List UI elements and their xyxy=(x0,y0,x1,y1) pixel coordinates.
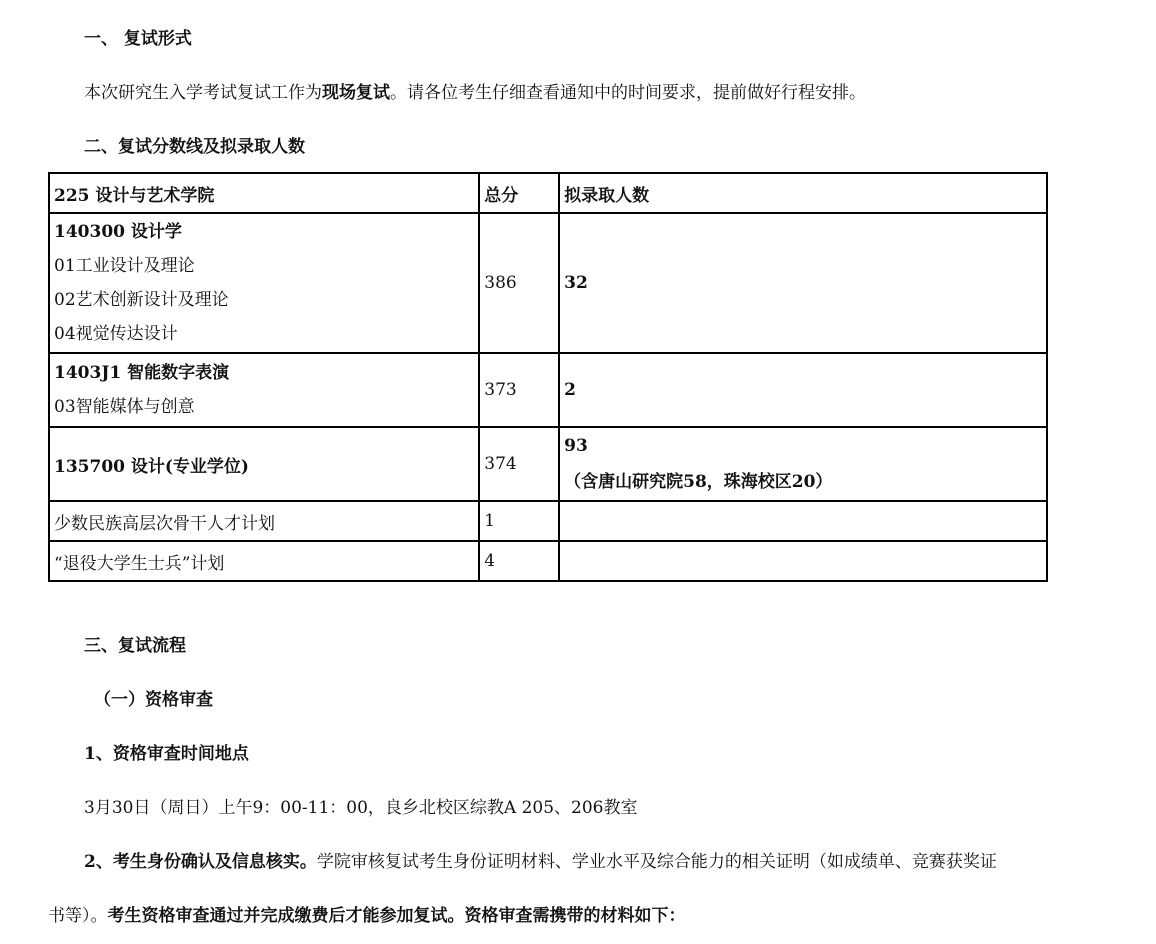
row2-major-cell xyxy=(49,353,479,427)
row1-direction-2: 02艺术创新设计及理论 xyxy=(54,290,229,310)
item-1-body: 3月30日（周日）上午9：00-11：00，良乡北校区综教A 205、206教室 xyxy=(84,798,638,818)
row2-total: 373 xyxy=(479,353,559,427)
table-row xyxy=(49,353,1047,427)
row3-major: 135700 设计(专业学位) xyxy=(49,427,479,501)
item-2-line-2-start: 书等）。 xyxy=(48,906,108,926)
item-2-line-1-rest: 学院审核复试考生身份证明材料、学业水平及综合能力的相关证明（如成绩单、竞赛获奖证 xyxy=(316,852,997,872)
row5-total: 4 xyxy=(479,541,559,581)
item-2-line-2 xyxy=(48,905,686,927)
row2-direction-1: 03智能媒体与创意 xyxy=(54,397,195,417)
row1-major-cell xyxy=(49,213,479,353)
table-row xyxy=(49,541,1047,581)
section-2-title: 二、复试分数线及拟录取人数 xyxy=(84,137,305,157)
row3-admit-note: （含唐山研究院58，珠海校区20） xyxy=(564,472,833,492)
row3-admit: 93 xyxy=(564,436,588,456)
row4-admit xyxy=(559,501,1047,541)
item-1-title: 1、资格审查时间地点 xyxy=(84,744,249,764)
row2-major: 1403J1 智能数字表演 xyxy=(54,363,230,383)
header-college: 225 设计与艺术学院 xyxy=(49,173,479,213)
row5-admit xyxy=(559,541,1047,581)
section-1-body-prefix: 本次研究生入学考试复试工作为 xyxy=(84,83,322,103)
section-1-body-suffix: 。请各位考生仔细查看通知中的时间要求，提前做好行程安排。 xyxy=(390,83,866,103)
table-row xyxy=(49,213,1047,353)
table-row xyxy=(49,427,1047,501)
subsection-1-title: （一）资格审查 xyxy=(94,690,213,710)
table-header-row xyxy=(49,173,1047,213)
row4-total: 1 xyxy=(479,501,559,541)
item-2-line-2-bold: 考生资格审查通过并完成缴费后才能参加复试。资格审查需携带的材料如下： xyxy=(107,906,686,926)
row3-total: 374 xyxy=(479,427,559,501)
row1-admit: 32 xyxy=(559,213,1047,353)
row1-major: 140300 设计学 xyxy=(54,222,182,242)
section-3-title: 三、复试流程 xyxy=(84,636,186,656)
score-table xyxy=(48,172,1048,582)
header-total: 总分 xyxy=(479,173,559,213)
row3-admit-cell xyxy=(559,427,1047,501)
row4-label: 少数民族高层次骨干人才计划 xyxy=(49,501,479,541)
item-2-bold-lead: 2、考生身份确认及信息核实。 xyxy=(84,852,317,872)
section-1-body-bold: 现场复试 xyxy=(322,83,390,103)
row1-direction-3: 04视觉传达设计 xyxy=(54,324,178,344)
row1-direction-1: 01工业设计及理论 xyxy=(54,256,195,276)
row5-label: “退役大学生士兵”计划 xyxy=(49,541,479,581)
header-admit: 拟录取人数 xyxy=(559,173,1047,213)
item-2-line-1 xyxy=(84,851,997,873)
section-1-body xyxy=(84,82,866,104)
section-1-title: 一、 复试形式 xyxy=(84,29,192,49)
row1-total: 386 xyxy=(479,213,559,353)
row2-admit: 2 xyxy=(559,353,1047,427)
table-row xyxy=(49,501,1047,541)
